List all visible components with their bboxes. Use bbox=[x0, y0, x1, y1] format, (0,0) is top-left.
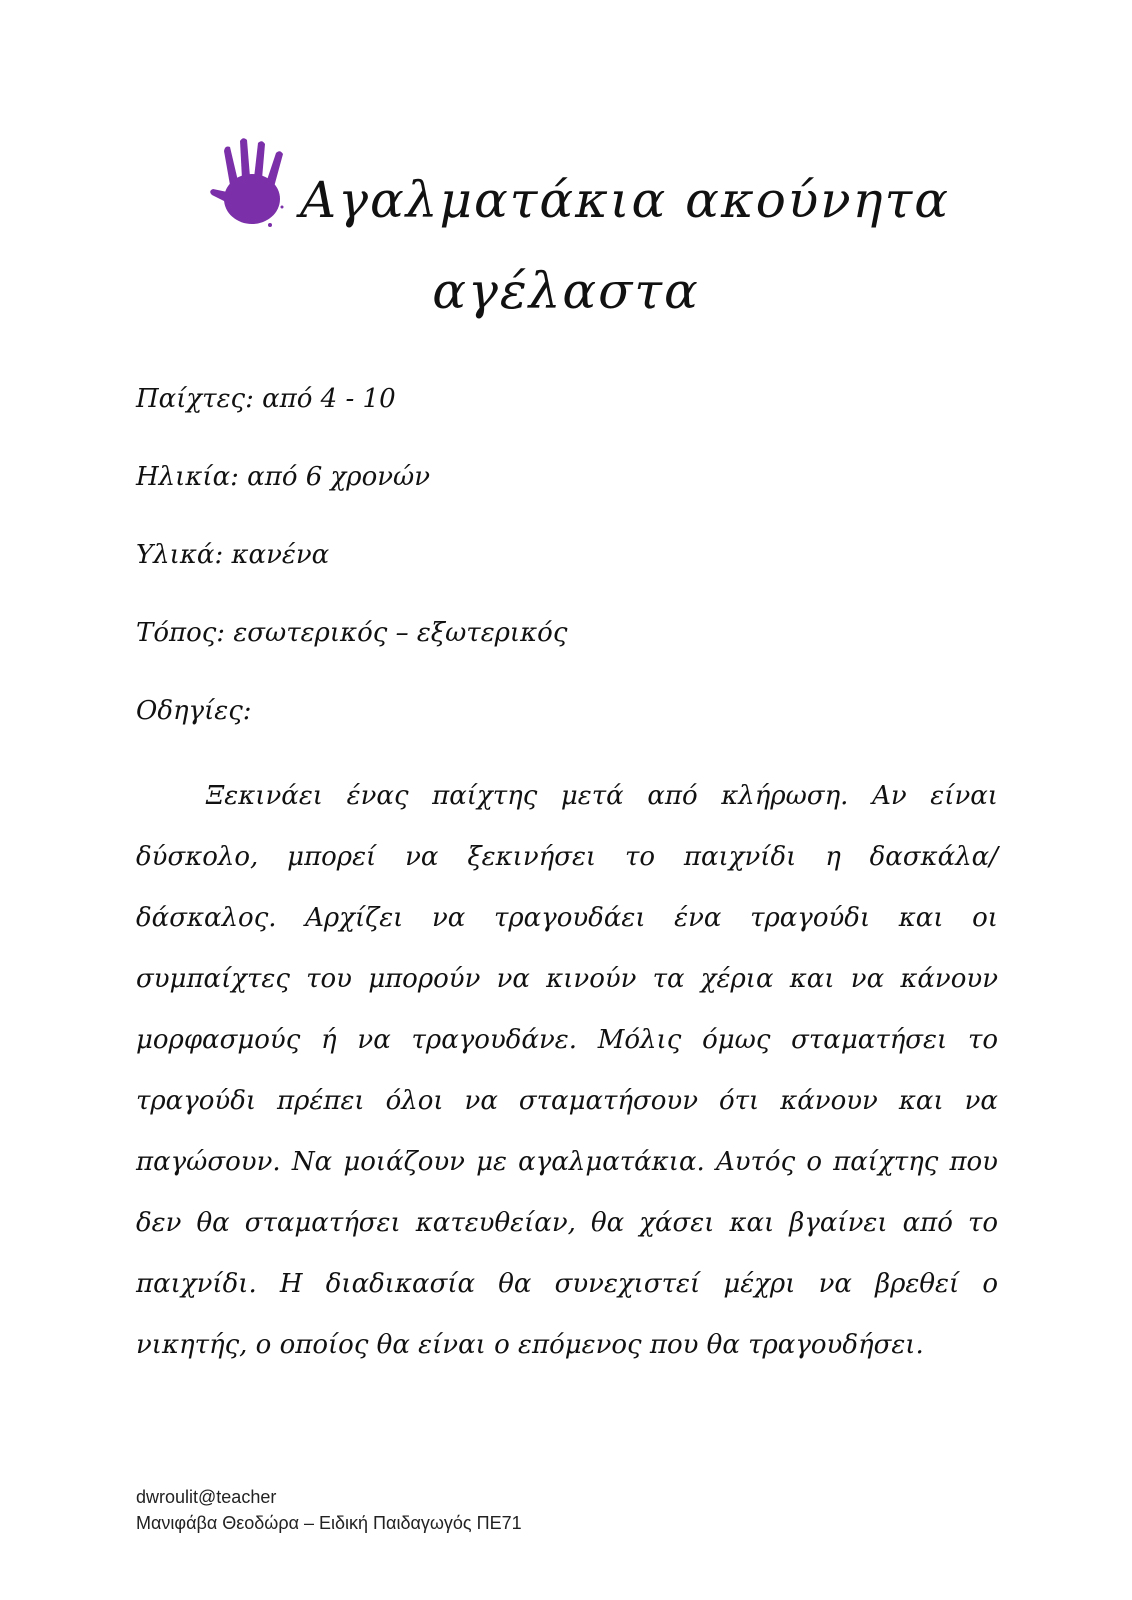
instructions-label: Οδηγίες: bbox=[136, 696, 252, 726]
footer-author: Μανιφάβα Θεοδώρα – Ειδική Παιδαγωγός ΠΕ71 bbox=[136, 1513, 522, 1533]
footer-email: dwroulit@teacher bbox=[136, 1487, 277, 1507]
players-info: Παίχτες: από 4 - 10 bbox=[136, 384, 396, 414]
title-line-2: αγέλαστα bbox=[432, 262, 700, 320]
purple-handprint-icon bbox=[210, 137, 294, 233]
footer bbox=[136, 1484, 522, 1536]
materials-info: Υλικά: κανένα bbox=[136, 540, 330, 570]
age-info: Ηλικία: από 6 χρονών bbox=[136, 462, 431, 492]
title-line-1: Αγαλματάκια ακούνητα bbox=[300, 171, 951, 229]
place-info: Τόπος: εσωτερικός – εξωτερικός bbox=[136, 618, 568, 648]
title-row bbox=[210, 130, 950, 240]
instructions-paragraph: Ξεκινάει ένας παίχτης μετά από κλήρωση. Αν είναι δύσκολο, μπορεί να ξεκινήσει το παιχνίδι η δασκάλα/ δάσκαλος. Αρχίζει να τραγουδάει ένα τραγούδι και οι συμπαίχτες του μπορούν να κινούν τα χέρια και να κάνουν μορφασμούς ή να τραγουδάνε. Μόλις όμως σταματήσει το τραγούδι πρέπει όλοι να σταματήσουν ότι κάνουν και να παγώσουν. Να μοιάζουν με αγαλματάκια. Αυτός ο παίχτης που δεν θα σταματήσει κατευθείαν, θα χάσει και βγαίνει από το παιχνίδι. Η διαδικασία θα συνεχιστεί μέχρι να βρεθεί ο νικητής, ο οποίος θα είναι ο επόμενος που θα τραγουδήσει. bbox=[136, 781, 998, 1360]
